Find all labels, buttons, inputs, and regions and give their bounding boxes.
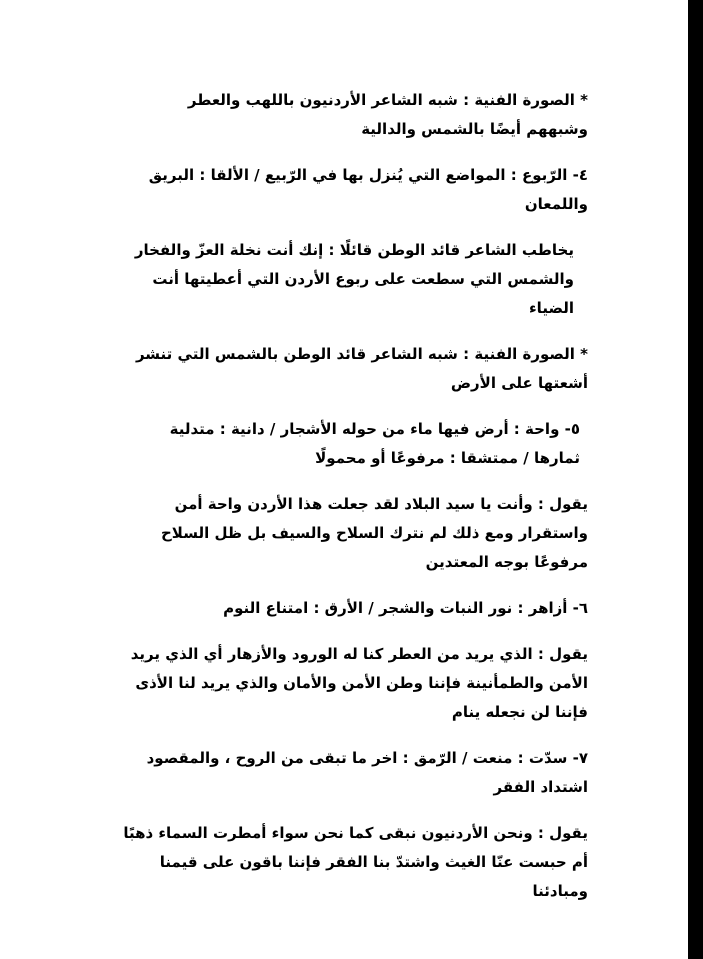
text-line: يخاطب الشاعر قائد الوطن قائلًا : إنك أنت نخلة العزّ والفخار — [134, 241, 574, 259]
text-line: ومبادئنا — [532, 882, 588, 900]
text-line: يقول : الذي يريد من العطر كنا له الورود والأزهار أي الذي يريد — [130, 645, 588, 663]
text-line: مرفوعًا بوجه المعتدين — [425, 553, 588, 571]
paragraph-explanation-4 — [40, 236, 588, 323]
text-line: الأمن والطمأنينة فإننا وطن الأمن والأمان والذي يريد لنا الأذى — [135, 674, 588, 692]
text-line: * الصورة الفنية : شبه الشاعر قائد الوطن بالشمس التي تنشر — [135, 345, 588, 363]
text-line: اشتداد الفقر — [493, 778, 588, 796]
paragraph-vocab-5 — [40, 415, 588, 473]
text-line: واستقرار ومع ذلك لم نترك السلاح والسيف بل ظل السلاح — [161, 524, 588, 542]
page-edge-border — [688, 0, 703, 959]
text-line: يقول : وأنت يا سيد البلاد لقد جعلت هذا الأردن واحة أمن — [174, 495, 588, 513]
text-line: * الصورة الفنية : شبه الشاعر الأردنيون باللهب والعطر — [187, 91, 588, 109]
text-line: ثمارها / ممتشقا : مرفوعًا أو محمولًا — [315, 449, 580, 467]
text-line: وشبههم أيضًا بالشمس والدالية — [361, 120, 588, 138]
text-line: الضياء — [529, 299, 574, 317]
text-line: أشعتها على الأرض — [450, 374, 588, 392]
document-text — [40, 86, 588, 923]
text-line: يقول : ونحن الأردنيون نبقى كما نحن سواء أمطرت السماء ذهبًا — [123, 824, 588, 842]
paragraph-vocab-7 — [40, 744, 588, 802]
paragraph-artistic-image-1 — [40, 86, 588, 144]
paragraph-vocab-4 — [40, 161, 588, 219]
text-line: ٥- واحة : أرض فيها ماء من حوله الأشجار / دانية : متدلية — [169, 420, 580, 438]
text-line: ٧- سدّت : منعت / الرّمق : اخر ما تبقى من الروح ، والمقصود — [146, 749, 588, 767]
paragraph-explanation-5 — [40, 490, 588, 577]
text-line: واللمعان — [524, 195, 588, 213]
paragraph-explanation-6 — [40, 640, 588, 727]
paragraph-vocab-6 — [40, 594, 588, 623]
text-line: فإننا لن نجعله ينام — [451, 703, 588, 721]
text-line: ٦- أزاهر : نور النبات والشجر / الأرق : امتناع النوم — [223, 599, 588, 617]
paragraph-artistic-image-2 — [40, 340, 588, 398]
text-line: أم حبست عنّا الغيث واشتدّ بنا الفقر فإننا باقون على قيمنا — [159, 853, 588, 871]
text-line: ٤- الرّبوع : المواضع التي يُنزل بها في الرّبيع / الألقا : البريق — [148, 166, 588, 184]
text-line: والشمس التي سطعت على ربوع الأردن التي أعطيتها أنت — [152, 270, 574, 288]
paragraph-explanation-7 — [40, 819, 588, 906]
